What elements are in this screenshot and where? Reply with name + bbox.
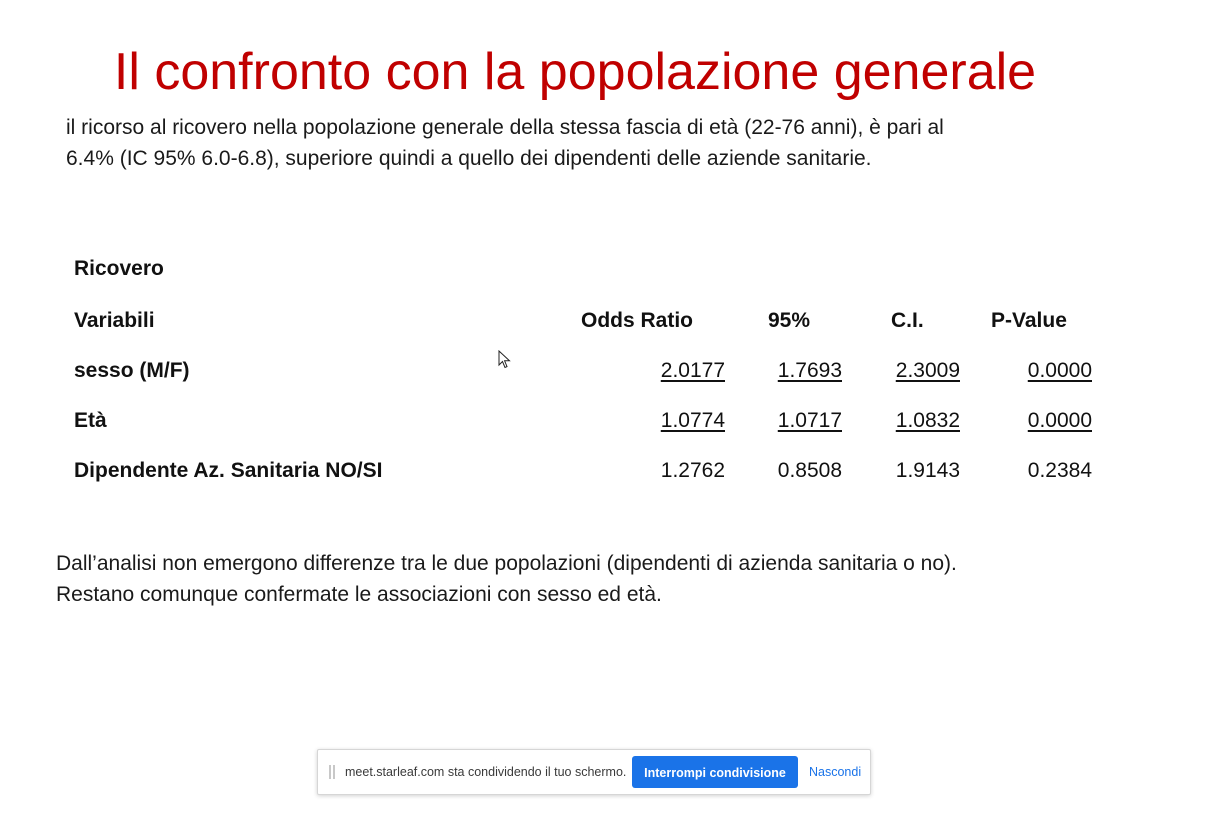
row-label: Dipendente Az. Sanitaria NO/SI [74, 459, 383, 482]
row-ci-high: 2.3009 [895, 359, 960, 382]
table-row [74, 456, 1134, 486]
row-label: Età [74, 409, 107, 432]
slide-title: Il confronto con la popolazione generale [113, 43, 1037, 101]
screen-share-bar [317, 749, 871, 795]
conclusion-line-1: Dall’analisi non emergono differenze tra le due popolazioni (dipendenti di azienda sanitaria o no). [56, 552, 957, 575]
table-header-row [74, 306, 1134, 336]
intro-line-1: il ricorso al ricovero nella popolazione generale della stessa fascia di età (22-76 anni), è pari al [66, 116, 944, 139]
mouse-pointer-icon [498, 350, 512, 370]
row-ci-high: 1.9143 [895, 459, 960, 482]
header-pvalue: P-Value [991, 309, 1067, 332]
row-ci-low: 1.7693 [777, 359, 842, 382]
row-odds-ratio: 1.2762 [660, 459, 725, 482]
row-pvalue: 0.0000 [1027, 359, 1092, 382]
header-odds-ratio: Odds Ratio [581, 309, 694, 332]
row-pvalue: 0.0000 [1027, 409, 1092, 432]
hide-link[interactable]: Nascondi [809, 765, 862, 779]
intro-paragraph [66, 112, 1146, 174]
drag-handle-icon[interactable] [329, 765, 335, 779]
row-ci-high: 1.0832 [895, 409, 960, 432]
row-odds-ratio: 2.0177 [660, 359, 725, 382]
intro-line-2: 6.4% (IC 95% 6.0-6.8), superiore quindi a quello dei dipendenti delle aziende sanitarie. [66, 147, 872, 170]
row-ci-low: 0.8508 [777, 459, 842, 482]
row-label: sesso (M/F) [74, 359, 190, 382]
stop-sharing-button[interactable]: Interrompi condivisione [632, 756, 798, 788]
conclusion-line-2: Restano comunque confermate le associazioni con sesso ed età. [56, 583, 662, 606]
table-row [74, 406, 1134, 436]
conclusion-paragraph [56, 548, 1156, 610]
header-variables: Variabili [74, 309, 155, 332]
table-caption: Ricovero [74, 257, 164, 280]
row-odds-ratio: 1.0774 [660, 409, 725, 432]
table-row [74, 356, 1134, 386]
header-ci95: 95% [768, 309, 811, 332]
row-ci-low: 1.0717 [777, 409, 842, 432]
header-ci: C.I. [891, 309, 924, 332]
share-status-text: meet.starleaf.com sta condividendo il tuo schermo. [345, 765, 627, 779]
table-caption-row [74, 254, 1134, 284]
row-pvalue: 0.2384 [1027, 459, 1092, 482]
